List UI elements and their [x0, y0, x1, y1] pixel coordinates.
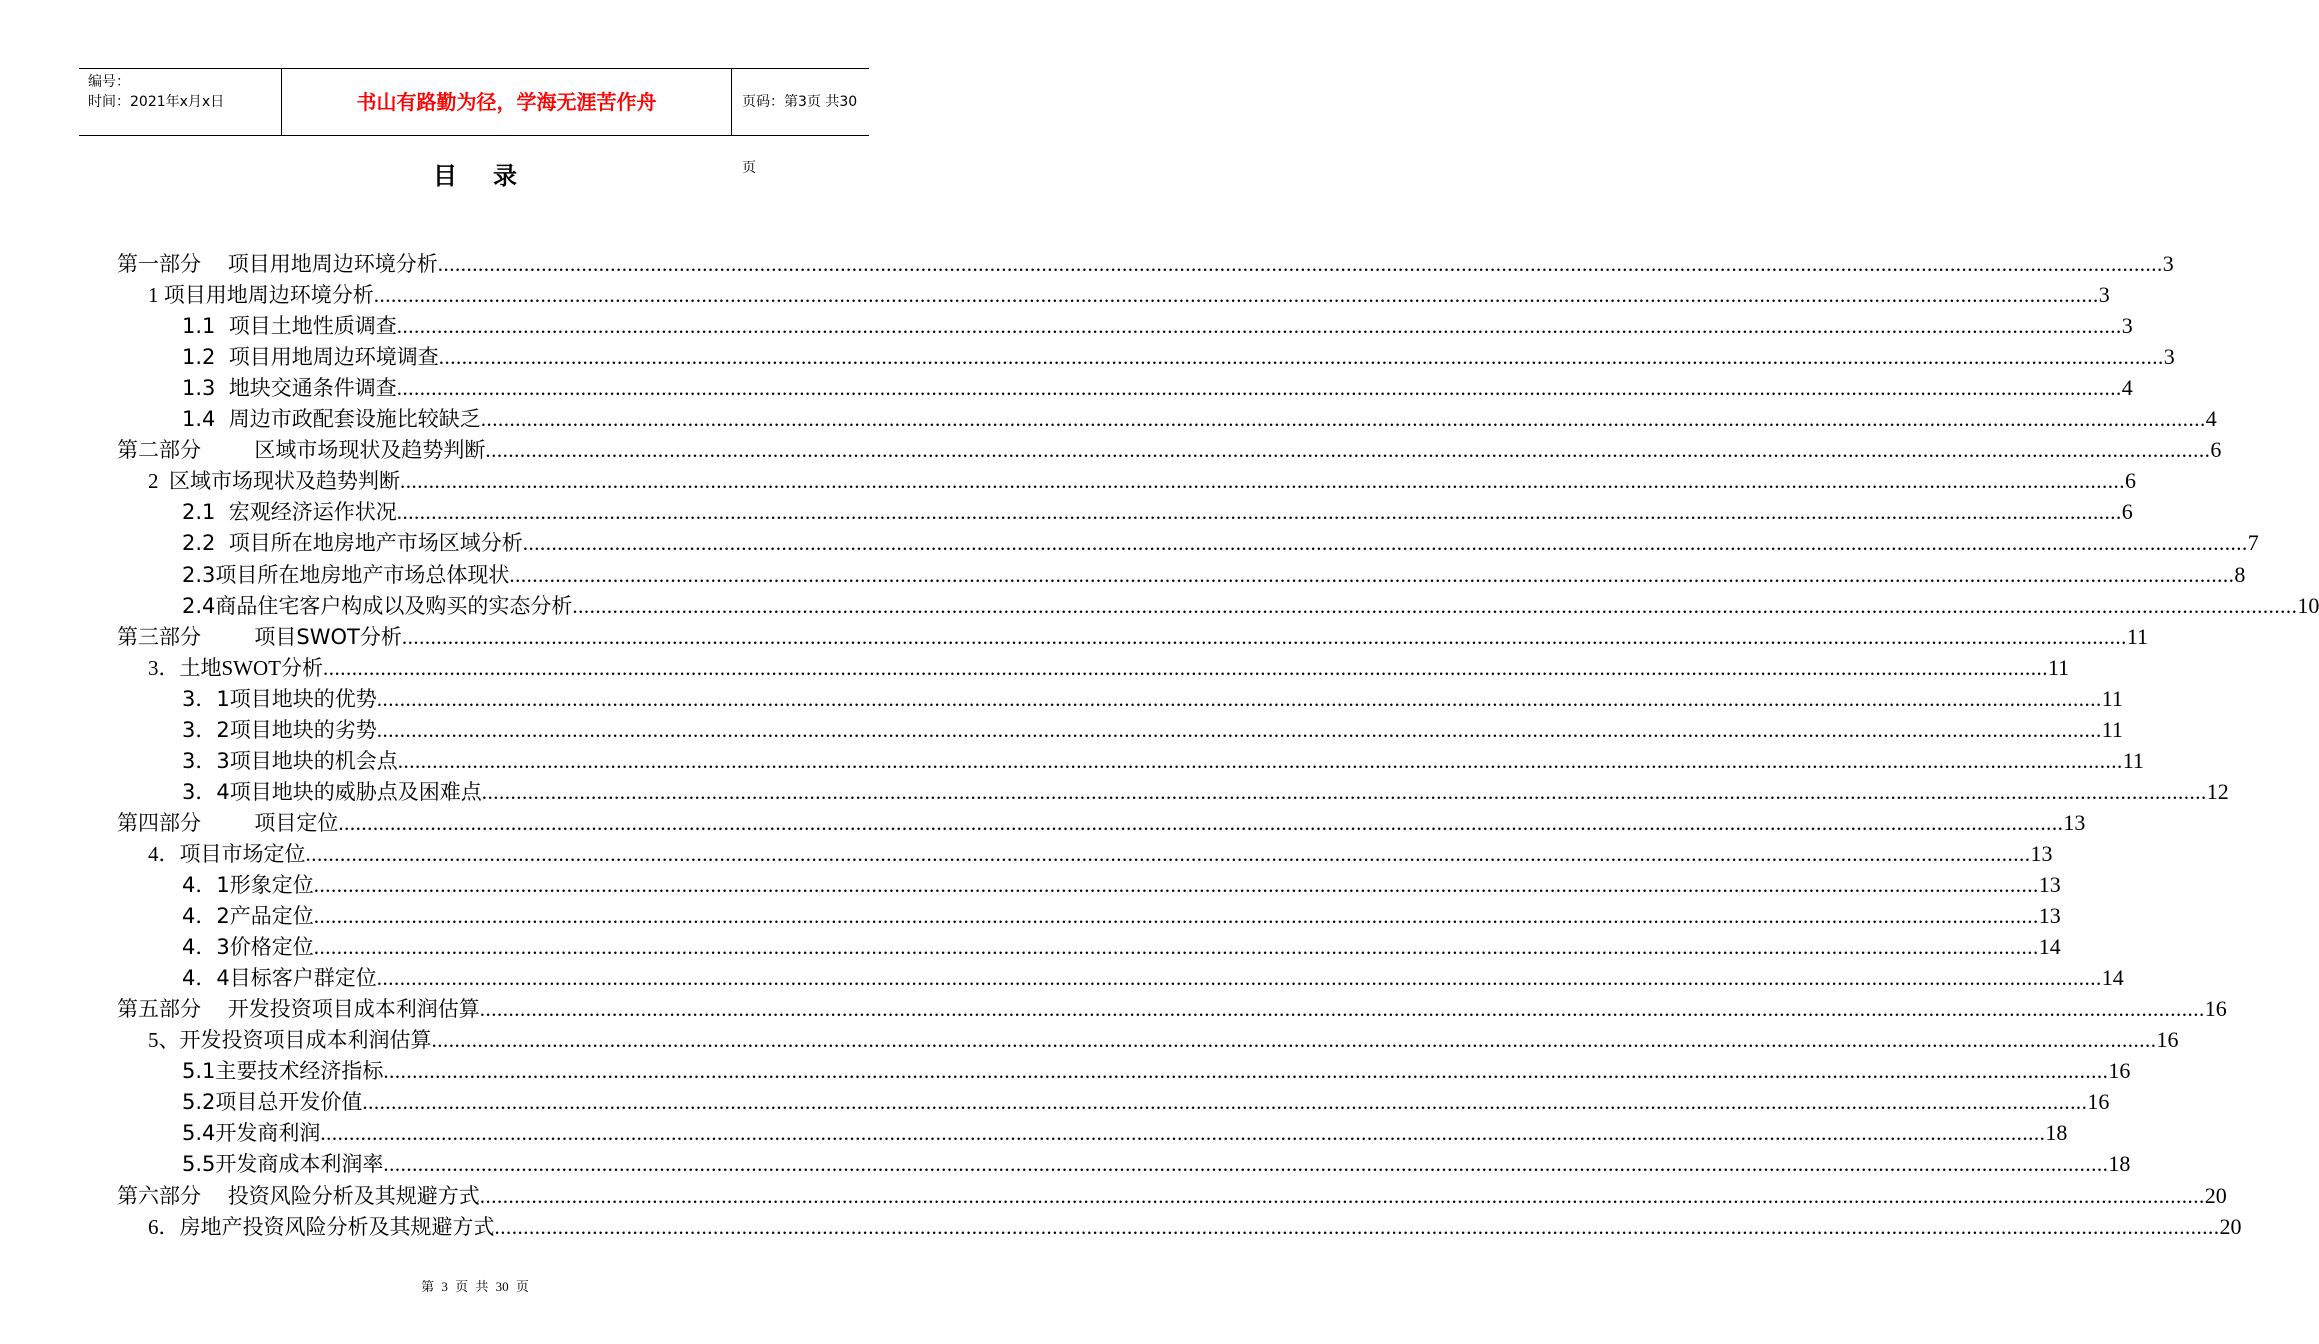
toc-entry-label: 2.3项目所在地房地产市场总体现状	[182, 562, 510, 587]
toc-entry[interactable]	[182, 371, 2133, 402]
toc-entry-label: 5.1主要技术经济指标	[182, 1059, 384, 1084]
toc-entry-page: 8	[2234, 561, 2246, 587]
toc-entry[interactable]	[182, 930, 2061, 961]
header-meta	[79, 69, 282, 135]
toc-entry-page: 14	[2101, 965, 2124, 991]
toc-leader-dots: ............................................................................................................................................................................................................................................................................................................	[362, 1090, 2088, 1115]
toc-entry-page: 20	[2219, 1213, 2242, 1239]
toc-entry-label: 2.2 项目所在地房地产市场区域分析	[182, 531, 523, 556]
toc-entry[interactable]	[117, 992, 2227, 1023]
toc-entry-page: 18	[2108, 1151, 2131, 1177]
toc-entry[interactable]	[148, 651, 2070, 682]
toc-leader-dots: ............................................................................................................................................................................................................................................................................................................	[485, 438, 2211, 463]
toc-entry[interactable]	[148, 837, 2053, 868]
toc-leader-dots: ............................................................................................................................................................................................................................................................................................................	[481, 779, 2207, 804]
toc-entry-label: 4．4目标客户群定位	[182, 966, 377, 991]
toc-entry-label: 4．2产品定位	[182, 904, 314, 929]
toc-entry-label: 3．2项目地块的劣势	[182, 717, 377, 742]
toc-entry-label: 1.4 周边市政配套设施比较缺乏	[182, 407, 481, 432]
toc-entry[interactable]	[182, 495, 2133, 526]
toc-entry[interactable]	[182, 1116, 2068, 1147]
toc-entry-label: 第六部分 投资风险分析及其规避方式	[117, 1183, 480, 1208]
toc-entry[interactable]	[182, 589, 2319, 620]
toc-entry-page: 11	[2101, 716, 2123, 742]
toc-leader-dots: ............................................................................................................................................................................................................................................................................................................	[396, 376, 2122, 401]
toc-leader-dots: ............................................................................................................................................................................................................................................................................................................	[400, 469, 2125, 494]
header-time: 时间：2021年x月x日	[88, 94, 225, 110]
toc-entry[interactable]	[182, 868, 2061, 899]
toc-entry-page: 6	[2210, 437, 2222, 463]
toc-leader-dots: ............................................................................................................................................................................................................................................................................................................	[480, 407, 2206, 432]
toc-entry-page: 16	[2156, 1027, 2179, 1053]
toc-entry[interactable]	[182, 713, 2123, 744]
toc-entry-page: 16	[2108, 1058, 2131, 1084]
toc-entry[interactable]	[182, 744, 2144, 775]
toc-entry-page: 16	[2087, 1089, 2110, 1115]
toc-leader-dots: ............................................................................................................................................................................................................................................................................................................	[479, 1183, 2205, 1208]
toc-leader-dots: ............................................................................................................................................................................................................................................................................................................	[397, 748, 2123, 773]
toc-entry-label: 3．4项目地块的威胁点及困难点	[182, 779, 482, 804]
toc-leader-dots: ............................................................................................................................................................................................................................................................................................................	[376, 717, 2102, 742]
toc-entry-label: 第五部分 开发投资项目成本利润估算	[117, 997, 480, 1022]
toc-leader-dots: ............................................................................................................................................................................................................................................................................................................	[320, 1121, 2046, 1146]
toc-entry-label: 第二部分 区域市场现状及趋势判断	[117, 438, 486, 463]
toc-entry-label: 4．3价格定位	[182, 935, 314, 960]
toc-entry-label: 5.4开发商利润	[182, 1121, 321, 1146]
toc-entry-page: 14	[2038, 934, 2061, 960]
toc-entry-label: 4．项目市场定位	[148, 841, 306, 866]
toc-leader-dots: ............................................................................................................................................................................................................................................................................................................	[572, 593, 2298, 618]
toc-entry-label: 6．房地产投资风险分析及其规避方式	[148, 1214, 495, 1239]
toc-entry-page: 7	[2247, 530, 2259, 556]
toc-entry-label: 3．3项目地块的机会点	[182, 748, 398, 773]
toc-entry[interactable]	[117, 806, 2086, 837]
toc-entry-label: 2 区域市场现状及趋势判断	[148, 469, 400, 494]
toc-entry-page: 3	[2121, 313, 2133, 339]
toc-entry-page: 10	[2297, 592, 2319, 618]
toc-entry-label: 3．1项目地块的优势	[182, 686, 377, 711]
toc-entry-page: 13	[2038, 903, 2061, 929]
toc-entry-page: 16	[2204, 996, 2227, 1022]
toc-entry-page: 6	[2125, 468, 2136, 494]
toc-leader-dots: ............................................................................................................................................................................................................................................................................................................	[522, 531, 2248, 556]
toc-entry-label: 5.5开发商成本利润率	[182, 1152, 384, 1177]
toc-entry[interactable]	[182, 961, 2124, 992]
toc-leader-dots: ............................................................................................................................................................................................................................................................................................................	[437, 252, 2163, 276]
toc-entry[interactable]	[182, 558, 2246, 589]
page-title: 目录	[433, 162, 553, 190]
toc-entry-page: 3	[2098, 282, 2110, 308]
toc-entry[interactable]	[148, 1210, 2242, 1241]
toc-leader-dots: ............................................................................................................................................................................................................................................................................................................	[313, 904, 2039, 929]
toc-leader-dots: ............................................................................................................................................................................................................................................................................................................	[383, 1152, 2109, 1177]
toc-entry[interactable]	[182, 899, 2061, 930]
toc-entry-label: 3．土地SWOT分析	[148, 655, 323, 680]
toc-entry-label: 2.4商品住宅客户构成以及购买的实态分析	[182, 593, 573, 618]
page-footer: 第 3 页 共 30 页	[421, 1279, 529, 1294]
toc-entry-label: 5、开发投资项目成本利润估算	[148, 1028, 432, 1053]
toc-entry-label: 第一部分 项目用地周边环境分析	[117, 252, 438, 276]
toc-leader-dots: ............................................................................................................................................................................................................................................................................................................	[479, 997, 2205, 1022]
header-number: 编号：	[88, 74, 130, 90]
toc-entry[interactable]	[148, 278, 2110, 309]
toc-entry[interactable]	[182, 775, 2229, 806]
toc-leader-dots: ............................................................................................................................................................................................................................................................................................................	[338, 810, 2064, 835]
toc-entry[interactable]	[182, 682, 2123, 713]
toc-entry-label: 第四部分 项目定位	[117, 810, 339, 835]
toc-entry-page: 4	[2121, 375, 2133, 401]
toc-entry-page: 6	[2121, 499, 2133, 525]
toc-entry-label: 4．1形象定位	[182, 873, 314, 897]
toc-entry-label: 5.2项目总开发价值	[182, 1090, 363, 1115]
toc-entry-page: 13	[2038, 872, 2061, 897]
toc-entry-page: 13	[2063, 809, 2086, 835]
toc-entry[interactable]	[182, 1085, 2110, 1116]
toc-leader-dots: ............................................................................................................................................................................................................................................................................................................	[431, 1028, 2157, 1053]
toc-leader-dots: ............................................................................................................................................................................................................................................................................................................	[373, 283, 2099, 308]
toc-entry-page: 4	[2205, 406, 2217, 432]
toc-entry[interactable]	[117, 620, 2149, 651]
toc-leader-dots: ............................................................................................................................................................................................................................................................................................................	[313, 873, 2039, 897]
toc-entry-page: 13	[2030, 840, 2053, 866]
toc-leader-dots: ............................................................................................................................................................................................................................................................................................................	[383, 1059, 2109, 1084]
toc-entry[interactable]	[182, 309, 2133, 340]
toc-entry[interactable]	[182, 1054, 2131, 1085]
toc-leader-dots: ............................................................................................................................................................................................................................................................................................................	[494, 1214, 2220, 1239]
toc-leader-dots: ............................................................................................................................................................................................................................................................................................................	[376, 686, 2102, 711]
header-motto: 书山有路勤为径，学海无涯苦作舟	[282, 69, 732, 135]
toc-entry-page: 18	[2045, 1120, 2068, 1146]
toc-entry-label: 1.3 地块交通条件调查	[182, 376, 397, 401]
toc-entry-label: 1.2 项目用地周边环境调查	[182, 345, 439, 370]
toc-leader-dots: ............................................................................................................................................................................................................................................................................................................	[305, 841, 2031, 866]
toc-leader-dots: ............................................................................................................................................................................................................................................................................................................	[323, 655, 2048, 680]
toc-leader-dots: ............................................................................................................................................................................................................................................................................................................	[396, 314, 2122, 339]
header-page-info: 页码：第3页 共30页	[742, 94, 858, 176]
toc-entry[interactable]	[182, 340, 2175, 371]
toc-entry[interactable]	[117, 1179, 2227, 1210]
toc-entry-page: 3	[2163, 344, 2175, 370]
toc-entry-label: 1 项目用地周边环境分析	[148, 283, 374, 308]
toc-entry-page: 3	[2162, 251, 2174, 276]
toc-entry-label: 第三部分 项目SWOT分析	[117, 624, 402, 649]
toc-entry-label: 2.1 宏观经济运作状况	[182, 500, 397, 525]
toc-entry[interactable]	[117, 247, 2174, 278]
toc-entry[interactable]	[182, 1147, 2131, 1178]
toc-entry-page: 11	[2122, 747, 2144, 773]
toc-entry[interactable]	[182, 526, 2259, 557]
toc-entry-page: 20	[2204, 1182, 2227, 1208]
toc-entry-page: 12	[2206, 778, 2229, 804]
toc-leader-dots: ............................................................................................................................................................................................................................................................................................................	[376, 966, 2102, 991]
toc-leader-dots: ............................................................................................................................................................................................................................................................................................................	[438, 345, 2164, 370]
toc-entry[interactable]	[182, 402, 2217, 433]
toc-entry[interactable]	[117, 433, 2222, 464]
toc-leader-dots: ............................................................................................................................................................................................................................................................................................................	[396, 500, 2122, 525]
toc-leader-dots: ............................................................................................................................................................................................................................................................................................................	[509, 562, 2235, 587]
toc-entry[interactable]	[148, 1023, 2179, 1054]
toc-leader-dots: ............................................................................................................................................................................................................................................................................................................	[313, 935, 2039, 960]
toc-leader-dots: ............................................................................................................................................................................................................................................................................................................	[401, 624, 2127, 649]
toc-entry-label: 1.1 项目土地性质调查	[182, 314, 397, 339]
toc-entry-page: 11	[2101, 685, 2123, 711]
toc-entry[interactable]	[148, 464, 2136, 495]
toc-entry-page: 11	[2048, 654, 2070, 680]
toc-entry-page: 11	[2126, 623, 2149, 649]
